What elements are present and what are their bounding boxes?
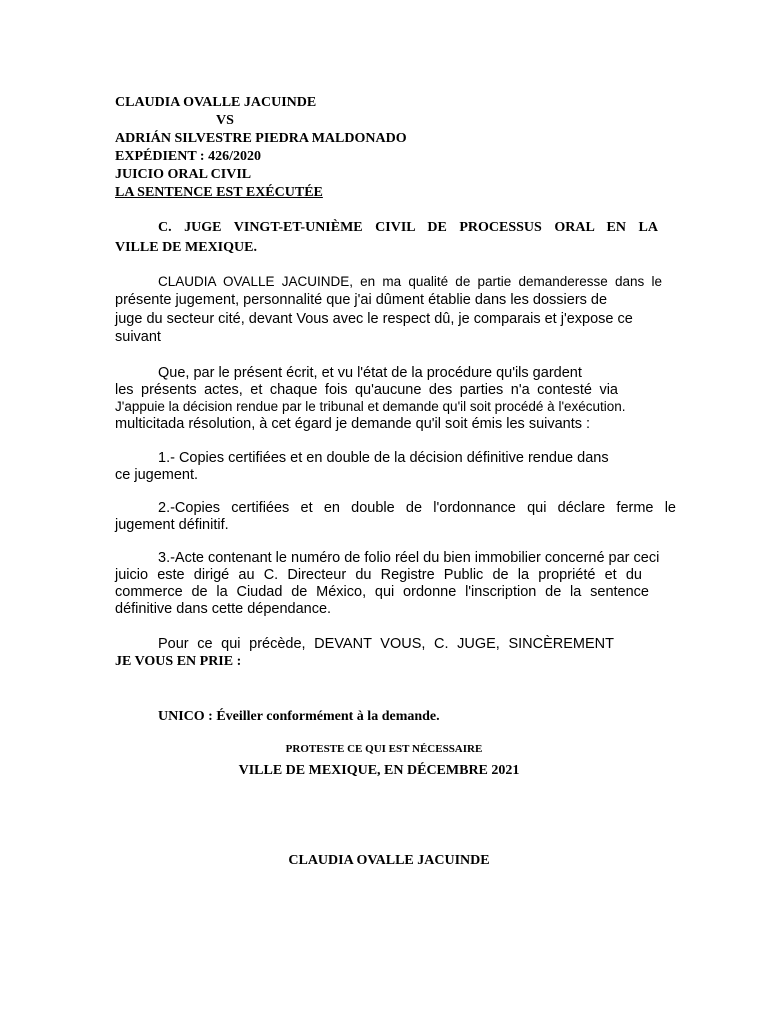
item-3-line-3: commerce de la Ciudad de México, qui ordonne l'inscription de la sentence	[115, 584, 649, 600]
addressee-line-2: VILLE DE MEXIQUE.	[115, 240, 257, 255]
signature-name: CLAUDIA OVALLE JACUINDE	[288, 853, 490, 868]
unico-request: UNICO : Éveiller conformément à la demande.	[158, 709, 440, 724]
intro-line-4: suivant	[115, 329, 161, 345]
subject-line: LA SENTENCE EST EXÉCUTÉE	[115, 185, 323, 200]
request-line-1: Que, par le présent écrit, et vu l'état de la procédure qu'ils gardent	[158, 365, 582, 381]
intro-line-2: présente jugement, personnalité que j'ai dûment établie dans les dossiers de	[115, 292, 608, 308]
item-2-line-1: 2.-Copies certifiées et en double de l'ordonnance qui déclare ferme le	[158, 500, 676, 516]
proceeding-type: JUICIO ORAL CIVIL	[115, 167, 252, 182]
protest-line: PROTESTE CE QUI EST NÉCESSAIRE	[285, 743, 483, 755]
request-line-2: les présents actes, et chaque fois qu'aucune des parties n'a contesté via	[115, 382, 618, 398]
plaintiff-name: CLAUDIA OVALLE JACUINDE	[115, 95, 317, 110]
intro-line-3: juge du secteur cité, devant Vous avec le respect dû, je comparais et j'expose ce	[115, 311, 633, 327]
item-3-line-1: 3.-Acte contenant le numéro de folio réel du bien immobilier concerné par ceci	[158, 550, 660, 566]
item-1-line-2: ce jugement.	[115, 467, 199, 483]
request-line-4: multicitada résolution, à cet égard je demande qu'il soit émis les suivants :	[115, 416, 591, 432]
item-1-line-1: 1.- Copies certifiées et en double de la décision définitive rendue dans	[158, 450, 609, 466]
addressee-line-1: C. JUGE VINGT-ET-UNIÈME CIVIL DE PROCESSUS ORAL EN LA	[158, 220, 658, 235]
place-date: VILLE DE MEXIQUE, EN DÉCEMBRE 2021	[238, 763, 520, 778]
closing-line-2: JE VOUS EN PRIE :	[115, 654, 242, 669]
file-number: EXPÉDIENT : 426/2020	[115, 149, 261, 164]
intro-line-1: CLAUDIA OVALLE JACUINDE, en ma qualité de partie demanderesse dans le	[158, 274, 662, 289]
defendant-name: ADRIÁN SILVESTRE PIEDRA MALDONADO	[115, 131, 407, 146]
versus-label: VS	[216, 113, 234, 128]
request-line-3: J'appuie la décision rendue par le tribunal et demande qu'il soit procédé à l'exécution.	[115, 399, 626, 414]
item-3-line-2: juicio este dirigé au C. Directeur du Registre Public de la propriété et du	[115, 567, 642, 583]
item-3-line-4: définitive dans cette dépendance.	[115, 601, 332, 617]
item-2-line-2: jugement définitif.	[115, 517, 229, 533]
closing-line-1: Pour ce qui précède, DEVANT VOUS, C. JUGE, SINCÈREMENT	[158, 636, 614, 652]
